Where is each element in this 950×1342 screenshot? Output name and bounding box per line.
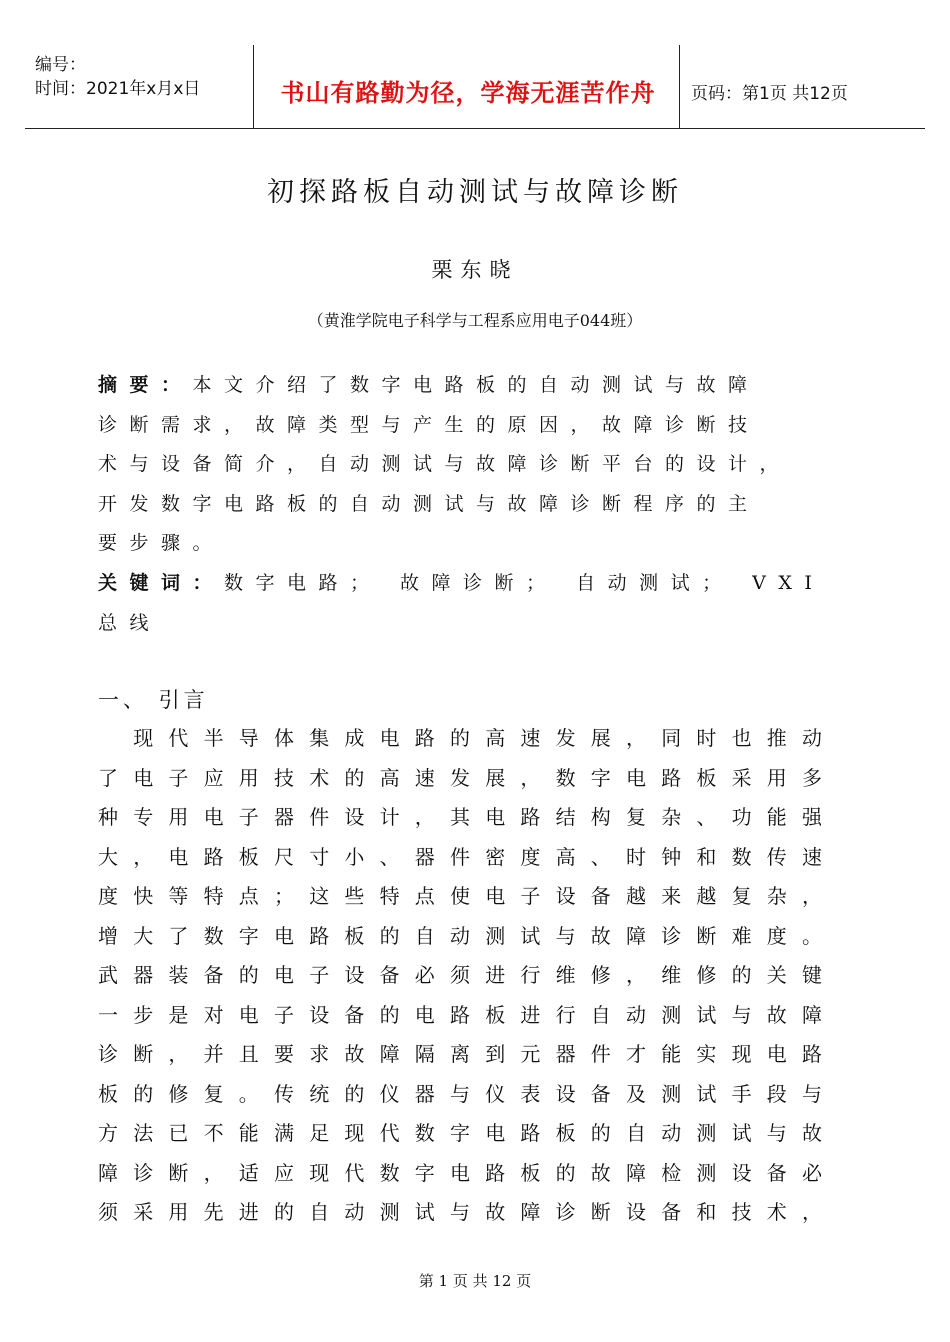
body-line: 须采用先进的自动测试与故障诊断设备和技术，	[98, 1200, 838, 1224]
number-label: 编号：	[35, 55, 86, 75]
abstract	[98, 370, 844, 568]
author-name: 栗东晓	[431, 258, 519, 282]
abstract-line: 开发数字电路板的自动测试与故障诊断程序的主	[98, 492, 760, 515]
body-line: 度快等特点；这些特点使电子设备越来越复杂，	[98, 884, 838, 908]
abstract-line: 摘要：本文介绍了数字电路板的自动测试与故障	[98, 374, 760, 396]
keywords-line: 关键词：数字电路； 故障诊断； 自动测试； VXI	[98, 572, 825, 594]
header-divider	[253, 45, 254, 129]
body-line: 武器装备的电子设备必须进行维修，维修的关键	[98, 963, 838, 987]
page-footer: 第 1 页 共 12 页	[418, 1272, 532, 1290]
abstract-label: 摘要：	[98, 374, 193, 396]
body-line: 障诊断，适应现代数字电路板的故障检测设备必	[98, 1160, 838, 1185]
body-line: 一步是对电子设备的电路板进行自动测试与故障	[98, 1002, 838, 1027]
header-meta	[35, 53, 265, 101]
abstract-line: 诊断需求，故障类型与产生的原因，故障诊断技	[98, 413, 760, 436]
body-line: 板的修复。传统的仪器与仪表设备及测试手段与	[98, 1081, 838, 1106]
body-line: 现代半导体集成电路的高速发展，同时也推动	[98, 726, 838, 750]
body-line: 种专用电子器件设计，其电路结构复杂、功能强	[98, 805, 838, 829]
body-line: 大，电路板尺寸小、器件密度高、时钟和数传速	[98, 844, 838, 869]
section-body	[98, 722, 844, 1236]
body-line: 诊断，并且要求故障隔离到元器件才能实现电路	[98, 1042, 838, 1066]
body-line: 增大了数字电路板的自动测试与故障诊断难度。	[98, 923, 838, 948]
body-line: 了电子应用技术的高速发展，数字电路板采用多	[98, 765, 838, 790]
header-page-info: 页码：第1页 共12页	[691, 84, 848, 104]
keywords	[98, 568, 844, 647]
abstract-line: 术与设备简介，自动测试与故障诊断平台的设计，	[98, 453, 792, 475]
header-motto: 书山有路勤为径，学海无涯苦作舟	[280, 79, 656, 107]
author-affiliation: （黄淮学院电子科学与工程系应用电子044班）	[307, 311, 643, 330]
header-divider	[679, 45, 680, 129]
keywords-label: 关键词：	[98, 572, 225, 594]
keywords-line: 总线	[98, 611, 162, 634]
body-line: 方法已不能满足现代数字电路板的自动测试与故	[98, 1121, 838, 1145]
document-title: 初探路板自动测试与故障诊断	[267, 177, 683, 208]
abstract-line: 要步骤。	[98, 532, 225, 554]
page-header	[25, 45, 925, 129]
time-label: 时间：2021年x月x日	[35, 79, 201, 99]
section-heading: 一、 引言	[98, 688, 209, 712]
